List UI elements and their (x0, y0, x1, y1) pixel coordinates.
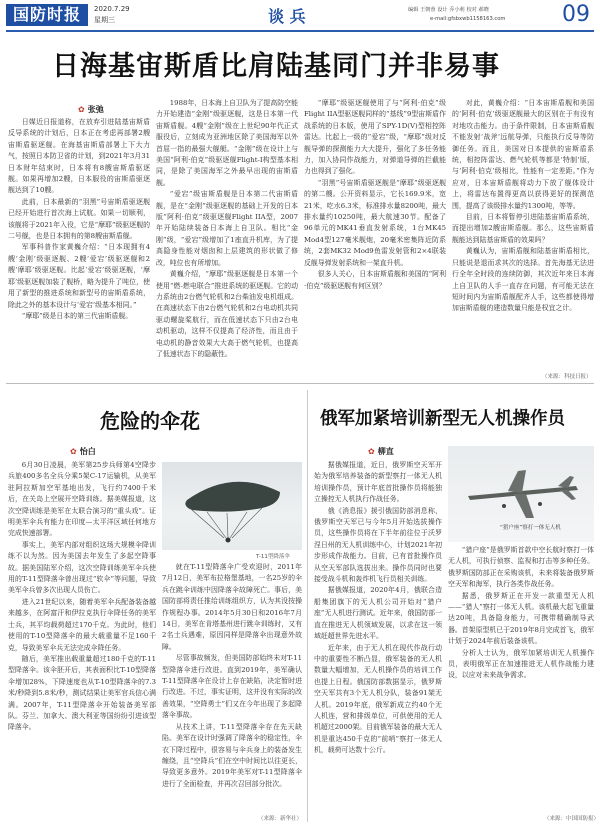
article1-credit: （来源：科技日报） (542, 374, 592, 380)
article1-para: “摩耶”级是日本的第三代宙斯盾舰。 (21, 311, 133, 320)
article3-para: 近年来，由于无人机在现代作战行动中的重要性不断凸显，俄军装备的无人机数量大幅增加，无人机操作员的培训工作也提上日程。俄国防部数据显示，俄罗斯空天军共有3个无人机分队，装备91架无人机。2019年底，俄军新成立约40个无人机连，营和排级单位，可供使用的无人机超过2000架。目前俄军装备的最大无人机是重达450千克的“前哨”察打一体无人机，载荷可达数十公斤。 (314, 643, 442, 755)
article2-para: 尽管事故频发，但美国防部始终未对T-11型降落伞进行改进。直到2019年，美军确认T-11型降落伞在设计上存在缺陷，决定暂时进行改进。不过，事实证明，这并没有实际的改善效果，“空降勇士”们又在今年出现了多起降落伞事故。 (162, 654, 302, 720)
article1-para: 黄巍介绍，“摩耶”级驱逐舰是日本第一个使用“燃-燃电联合”推进系统的驱逐舰。它的动力系统由2台燃气轮机和2台柴油发电机组成。在高速状态下由2台燃气轮机和2台电动机共同驱动螺旋桨航行，而在低速状态下只由2台电动机驱动，这样不仅提高了经济性，而且由于电动机的静音效果大大高于燃气轮机，也提高了低速状态下的隐蔽性。 (156, 270, 298, 358)
divider-mid (6, 383, 594, 384)
article1-para: 1988年，日本海上自卫队为了提高防空能力开始建造“金刚”级驱逐舰，这是日本第一代宙斯盾舰。4艘“金刚”级在上世纪90年代正式服役后，立刻成为亚洲地区除了美国海军以外首屈一指的最强大舰艇。“金刚”级在设计上与美国“阿利·伯克”级驱逐舰Flight-I构型基本相同，是除了美国海军之外最早出现的宙斯盾舰。 (156, 99, 298, 187)
article3-para: 据俄媒报道，2020年4月，俄联合造船集团旗下的无人机公司开始对“猎户座”无人机进行测试。近年来，俄国防部一直在推进无人机领域发展，以求在这一领域赶超世界先进水平。 (314, 586, 442, 641)
article2-para: 事实上，美军内部对组织这场大规模伞降训练不以为然。因为美国去年发生了多起空降事故。据美国陆军介绍，这次空降训练美军伞兵使用的T-11型降落伞曾出现过“软伞”等问题，导致美军伞兵曾多次出现人员伤亡。 (8, 540, 156, 595)
article3-col2 (448, 545, 594, 813)
article1-para: 日媒近日报道称，在放弃引进陆基宙斯盾反导系统的计划后，日本正在考虑再部署2艘宙斯盾驱逐舰。在海基宙斯盾部署上下大力气，按照日本防卫省的计划，到2021年3月31日本财年结束时，日本将有8艘宙斯盾驱逐舰。如果再增加2艘，日本服役的宙斯盾驱逐舰达到了10艘。 (8, 118, 150, 195)
article2-author-name: 怡白 (79, 447, 96, 456)
article2-author (70, 446, 96, 457)
article2-para: 6月30日凌晨，美军第25步兵师第4空降步兵旅400多名全兵分乘5架C-17运输机，从美军驻阿拉斯加空军基地出发，飞行约7400千米后，在关岛上空展开空降训练。据美媒报道，这次空降训练是美军在太联合演习的“重头戏”。证明美军伞兵有能力在印度—太平洋区域任何地方完成快速部署。 (8, 461, 156, 538)
article2-image-caption: T-11型降落伞 (256, 554, 290, 560)
article2-credit: （来源：新华社） (258, 816, 303, 822)
article3-col1 (314, 460, 442, 822)
article3-credit: （来源：中国国防报） (544, 816, 600, 822)
article1-col2 (156, 98, 298, 380)
page-number: 09 (562, 2, 590, 27)
masthead-weekday: 星期三 (94, 16, 115, 24)
parachute-photo (162, 462, 302, 550)
article1-para: 目前，日本将暂停引进陆基宙斯盾系统，而提出增加2艘宙斯盾舰。那么，这些宙斯盾舰能达到陆基宙斯盾的效果吗？ (452, 213, 594, 244)
article1-para: 此前，日本最新的“羽黑”号宙斯盾驱逐舰已经开始进行首次海上试航。如果一切顺利，该舰将于2021年入役，它是“摩耶”级驱逐舰的二号舰，也是日本拥有的第8艘宙斯盾舰。 (8, 197, 150, 241)
section-title: 谈 兵 (268, 7, 306, 26)
article1-para: “爱宕”级宙斯盾舰是日本第二代宙斯盾舰，是在“金刚”级驱逐舰的基础上开发的日本版“阿利·伯克”级驱逐舰Flight IIA型，2007年开始陆续装备日本海上自卫队。相比“金刚”级，“爱宕”级增加了1座直升机库，为了提高隐身性能对烟囱和上层建筑的形状做了修改，吨位也有所增加。 (156, 190, 298, 267)
article2-para: 随后，美军推出载重量超过180千克的T-11型降落伞。该伞胚开后，其表面积比T-10型降落伞增加28%，下降速度也从T-10型降落伞的7.3米/秒降到5.8米/秒，测试结果让美军官兵信心满满。2007年，T-11型降落伞开始装备美军部队。芬兰、加拿大、澳大利亚等国纷纷引进该型降落伞。 (8, 654, 156, 732)
article3-author-name: 柳直 (377, 447, 394, 456)
article3-para: 据悉，俄罗斯正在开发一款重型无人机——“猎人”察打一体无人机。该机最大起飞重量达20吨，具备隐身能力，可携带精确制导武器。首架原型机已于2019年8月完成首飞，俄军计划于2024年前后装备该机。 (448, 591, 594, 646)
masthead-logo: 国防时报 (6, 4, 88, 26)
article1-para: 对此，黄巍介绍：“日本宙斯盾舰和美国的‘阿利·伯克’级驱逐舰最大的区别在于有没有对地攻击能力。由于条件限制，日本宙斯盾舰不能发射‘战斧’远航导弹，只能执行反导等防御任务。而且，美国对日本提供的宙斯盾系统，相控阵雷达、燃气轮机等都是‘特制’版，与‘阿利·伯克’级相比，性能有一定差距。”作为应对，日本宙斯盾舰将动力下放了舰体设计上，将雷达布置得更高以获得更好的探测范围，提高了该级排水量约1300吨，等等。 (452, 99, 594, 210)
article2-para: 进入21世纪以来，随着美军伞兵配备装备越来越多，在阿富汗和伊拉克执行伞降任务的美军士兵，其平均载荷超过170千克。为此时，他们使用的T-10型降落伞的最大载重量不足160千克，导致美军伞兵无法完成伞降任务。 (8, 597, 156, 652)
article3-headline: 俄军加紧培训新型无人机操作员 (320, 409, 565, 429)
article1-para: 很多人关心，日本宙斯盾舰和美国的“阿利·伯克”级驱逐舰有何区别？ (304, 270, 446, 290)
article1-para: 黄巍认为，宙斯盾舰和陆基宙斯盾相比，只能说是退而求其次的选择。首先海基无法进行全年全时段的连续防御，其次近年来日本海上自卫队的人手一直存在问题，有可能无法在短时间内为宙斯盾舰配齐人手，这些都使得增加宙斯盾舰的建造数量只能是权宜之计。 (452, 247, 594, 313)
article1-author-name: 张弛 (87, 105, 104, 114)
article1-col3 (304, 98, 446, 380)
article1-col4 (452, 98, 594, 370)
article1-headline: 日海基宙斯盾比肩陆基同门并非易事 (52, 51, 500, 82)
star-icon: ✿ (368, 447, 375, 456)
article1-author (78, 104, 104, 115)
article1-para: 军事科普作家黄巍介绍：“日本现拥有4艘‘金刚’级驱逐舰、2艘‘爱宕’级驱逐舰和2艘‘摩耶’级驱逐舰。比起‘爱宕’级驱逐舰，‘摩耶’级驱逐舰加装了舰桥，略为提升了吨位，使用了新型的推进系统和新型号的宙斯盾系统，除此之外的基本设计与‘爱宕’级基本相同。” (8, 243, 150, 309)
article2-para: 从技术上讲，T-11型降落伞存在先天缺陷。美军在设计时强调了降落伞的稳定性，伞衣下降过程中，很容易与伞兵身上的装备发生缠绕，且“空降兵”们在空中时间比以往更长，导致更多意外。2019年美军对T-11型降落伞进行了全面检查，并再次召回部分批次。 (162, 722, 302, 788)
article1-para: “摩耶”级驱逐舰使用了与“阿利·伯克”级Flight IIA型驱逐舰同样的“基线”9型宙斯盾作战系统的日本版，使用了SPY-1D(V)型相控阵雷达。比起上一级的“爱宕”级，“摩耶”级对反舰导弹的探测能力大大提升，强化了多任务能力，加入协同作战能力，对弹道导弹的拦截能力也得到了强化。 (304, 99, 446, 176)
editor-email: e-mail:gfsbxwb1158163.com (430, 16, 506, 22)
column-divider (307, 390, 308, 822)
article2-col2 (162, 562, 302, 812)
article3-para: 俄《消息报》援引俄国防部消息称，俄罗斯空天军已与今年5月开始选拔操作员，这些操作员将在下半年前往位于沃罗涅日州的无人机训练中心，计划2021年初步形成作战能力。目前，已有首批操作员从空天军部队选拔出来。操作员同时也要接受战斗机和轰炸机飞行员相关训练。 (314, 506, 442, 584)
parachute-icon (162, 462, 302, 550)
article1-para: “羽黑”号宙斯盾驱逐舰是“摩耶”级驱逐舰的第二艘。公开资料显示，它长169.9米，宽21米，吃水6.3米，标准排水量8200吨，最大排水量约10250吨，最大航速30节。配备了96单元的MK41垂直发射系统，1台MK45 Mod4型127毫米舰炮，20毫米密集阵近防系统，2套MK32 Mod9鱼雷发射管和2×4联装反舰导弹发射系统和一架直升机。 (304, 178, 446, 267)
editor-line: 编辑 王朝蓉 设计 乔小莉 校对 郝晓 (408, 7, 489, 13)
article2-col1 (8, 460, 156, 822)
masthead (0, 0, 600, 34)
article3-para: “猎户座”是俄罗斯首款中空长航时察打一体无人机，可执行侦察、监视和打击等多种任务。俄罗斯国防部正在采购该机，未来将装备俄罗斯空天军和海军，执行各类作战任务。 (448, 546, 594, 589)
article1-col1 (8, 117, 150, 380)
article3-author (368, 446, 394, 457)
star-icon: ✿ (78, 105, 85, 114)
masthead-rule (6, 30, 594, 32)
article2-para: 就在T-11型降落伞广受欢迎时，2011年7月12日，美军布拉格堡基地，一名25岁的伞兵在跳伞训练中因降落伞故障死亡。事后，美国防部将责任推给训练组织方，认为其没按操作规程办事。2014年5月30日和2016年7月14日，美军在肯塔基州进行跳伞训练时，又有2名士兵遇难，原因同样是降落伞出现意外故障。 (162, 563, 302, 651)
article3-para: 据俄媒报道，近日，俄罗斯空天军开始为俄军培养装备的新型察打一体无人机培训操作员，预计年底首批操作员将能独立操控无人机执行作战任务。 (314, 461, 442, 504)
article3-para: 分析人士认为，俄军加紧培训无人机操作员，表明俄军正在加速推进无人机作战能力建设，以应对未来战争需求。 (448, 648, 594, 680)
masthead-date: 2020.7.29 (94, 5, 130, 13)
article3-image-caption: “猎户座”察打一体无人机 (500, 525, 561, 531)
star-icon: ✿ (70, 447, 77, 456)
article2-headline: 危险的伞花 (100, 409, 200, 433)
